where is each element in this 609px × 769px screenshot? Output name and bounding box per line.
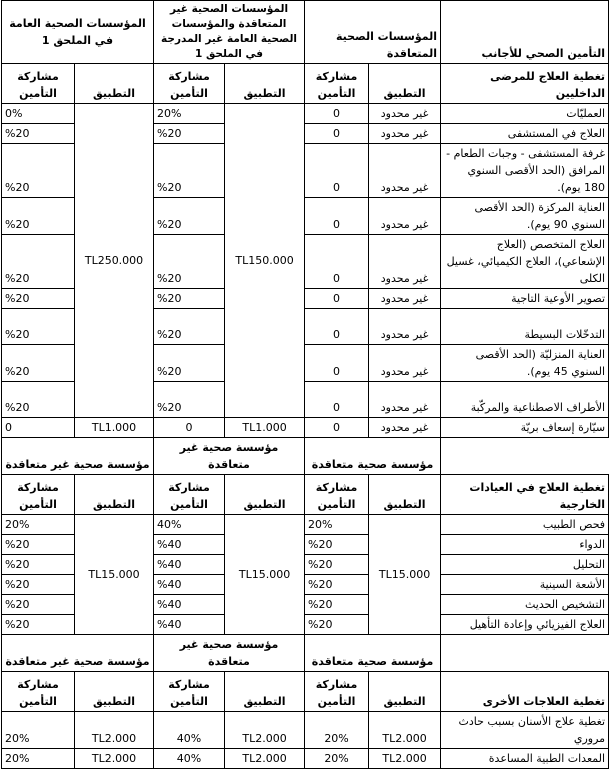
row-label: العلاج المتخصص (العلاج الإشعاعي)، العلاج الكيميائي، غسيل الكلى [441,235,609,289]
table-row [2,749,609,769]
noncontracted-share: %40 [154,615,225,635]
row-label: الأطراف الاصطناعية والمركّبة [441,382,609,418]
header-contracted: المؤسسات الصحية المتعاقدة [305,1,441,64]
public-share: %20 [2,144,75,198]
noncontracted-share: %20 [154,144,225,198]
col-contribution: مشاركة التأمين [154,64,225,104]
row-label: التشخيص الحديث [441,595,609,615]
noncontracted-share: %40 [154,575,225,595]
contracted-application: غير محدود [369,309,441,345]
noncontracted-share: %20 [154,382,225,418]
spacer [441,438,609,475]
section-contracted: مؤسسة صحية متعاقدة [305,438,441,475]
contracted-share: 0 [305,345,369,382]
contracted-share: 0 [305,104,369,124]
row-label: سيّارة إسعاف بريّة [441,418,609,438]
contracted-share: %20 [305,595,369,615]
contracted-application: TL2.000 [369,712,441,749]
public-share: %20 [2,198,75,235]
public-share: 20% [2,749,75,769]
contracted-application: غير محدود [369,289,441,309]
outpatient-title: تغطية العلاج في العيادات الخارجية [441,475,609,515]
row-label: العمليّات [441,104,609,124]
public-share: %20 [2,235,75,289]
public-share: 0 [2,418,75,438]
table-row [2,515,609,535]
contracted-share: 0 [305,289,369,309]
col-application: التطبيق [369,672,441,712]
insurance-table [1,0,609,769]
noncontracted-share: %40 [154,535,225,555]
col-contribution: مشاركة التأمين [2,475,75,515]
contracted-share: %20 [305,535,369,555]
contracted-limit: TL15.000 [369,515,441,635]
contracted-share: 0 [305,144,369,198]
contracted-application: غير محدود [369,418,441,438]
noncontracted-limit: TL15.000 [225,515,305,635]
section-contracted: مؤسسة صحية متعاقدة [305,635,441,672]
row-label: العلاج الفيزيائي وإعادة التأهيل [441,615,609,635]
row-label: التحليل [441,555,609,575]
public-share: 20% [2,712,75,749]
row-label: غرفة المستشفى - وجبات الطعام - المرافق (الحد الأقصى السنوي 180 يوم). [441,144,609,198]
public-share: %20 [2,345,75,382]
noncontracted-share: %20 [154,235,225,289]
col-application: التطبيق [75,475,154,515]
noncontracted-share: %20 [154,345,225,382]
public-limit: TL15.000 [75,515,154,635]
header-public-annex: المؤسسات الصحية العامة في الملحق 1 [2,1,154,64]
contracted-application: غير محدود [369,144,441,198]
public-application: TL2.000 [75,749,154,769]
col-contribution: مشاركة التأمين [305,64,369,104]
noncontracted-share: 20% [154,104,225,124]
public-limit: TL250.000 [75,104,154,418]
contracted-application: غير محدود [369,104,441,124]
table-title: التأمين الصحي للأجانب [441,1,609,64]
other-title: تغطية العلاجات الأخرى [441,672,609,712]
col-contribution: مشاركة التأمين [154,672,225,712]
table-row [2,418,609,438]
noncontracted-application: TL1.000 [225,418,305,438]
public-application: TL1.000 [75,418,154,438]
row-label: فحص الطبيب [441,515,609,535]
contracted-share: 0 [305,418,369,438]
noncontracted-limit: TL150.000 [225,104,305,418]
row-label: العناية المركزة (الحد الأقصى السنوي 90 يوم). [441,198,609,235]
public-share: %20 [2,555,75,575]
section-noncontracted: مؤسسة صحية غير متعاقدة [154,635,305,672]
section-noncontracted: مؤسسة صحية غير متعاقدة [154,438,305,475]
contracted-share: 0 [305,198,369,235]
contracted-share: 20% [305,749,369,769]
contracted-share: 0 [305,382,369,418]
row-label: العناية المنزليّة (الحد الأقصى السنوي 45 يوم). [441,345,609,382]
row-label: تصوير الأوعية التاجية [441,289,609,309]
col-contribution: مشاركة التأمين [154,475,225,515]
contracted-share: %20 [305,555,369,575]
public-share: %20 [2,289,75,309]
contracted-application: غير محدود [369,235,441,289]
public-share: %20 [2,595,75,615]
col-application: التطبيق [75,672,154,712]
noncontracted-share: %20 [154,124,225,144]
noncontracted-share: %20 [154,289,225,309]
col-contribution: مشاركة التأمين [2,672,75,712]
row-label: تغطية علاج الأسنان بسبب حادث مروري [441,712,609,749]
col-contribution: مشاركة التأمين [305,475,369,515]
noncontracted-share: 40% [154,515,225,535]
inpatient-title: تغطية العلاج للمرضى الداخليين [441,64,609,104]
noncontracted-share: %20 [154,309,225,345]
col-contribution: مشاركة التأمين [305,672,369,712]
col-application: التطبيق [225,64,305,104]
contracted-share: %20 [305,575,369,595]
section-header-row [2,635,609,672]
noncontracted-share: %40 [154,595,225,615]
contracted-application: TL2.000 [369,749,441,769]
row-label: المعدات الطبية المساعدة [441,749,609,769]
contracted-share: 20% [305,515,369,535]
row-label: الدواء [441,535,609,555]
contracted-share: 0 [305,124,369,144]
public-share: %20 [2,615,75,635]
noncontracted-share: %20 [154,198,225,235]
public-share: 20% [2,515,75,535]
spacer [441,635,609,672]
section-noncontracted: مؤسسة صحية غير متعاقدة [2,438,154,475]
noncontracted-share: 40% [154,712,225,749]
contracted-share: 0 [305,235,369,289]
contracted-application: غير محدود [369,198,441,235]
table-row [2,712,609,749]
row-label: العلاج في المستشفى [441,124,609,144]
public-share: %20 [2,575,75,595]
noncontracted-application: TL2.000 [225,712,305,749]
noncontracted-share: %40 [154,555,225,575]
contracted-application: غير محدود [369,382,441,418]
header-noncontracted: المؤسسات الصحية غير المتعاقدة والمؤسسات الصحية العامة غير المدرجة في الملحق 1 [154,1,305,64]
public-share: %20 [2,535,75,555]
col-application: التطبيق [369,64,441,104]
public-share: %20 [2,124,75,144]
noncontracted-share: 0 [154,418,225,438]
col-application: التطبيق [225,475,305,515]
noncontracted-share: 40% [154,749,225,769]
col-contribution: مشاركة التأمين [2,64,75,104]
contracted-share: 0 [305,309,369,345]
section-header-row [2,438,609,475]
public-share: %20 [2,309,75,345]
public-share: %20 [2,382,75,418]
contracted-application: غير محدود [369,345,441,382]
table-row [2,104,609,124]
col-application: التطبيق [225,672,305,712]
section-noncontracted: مؤسسة صحية غير متعاقدة [2,635,154,672]
public-application: TL2.000 [75,712,154,749]
contracted-share: 20% [305,712,369,749]
public-share: 0% [2,104,75,124]
col-application: التطبيق [75,64,154,104]
contracted-application: غير محدود [369,124,441,144]
contracted-share: %20 [305,615,369,635]
row-label: الأشعة السينية [441,575,609,595]
col-application: التطبيق [369,475,441,515]
row-label: التدخّلات البسيطة [441,309,609,345]
noncontracted-application: TL2.000 [225,749,305,769]
